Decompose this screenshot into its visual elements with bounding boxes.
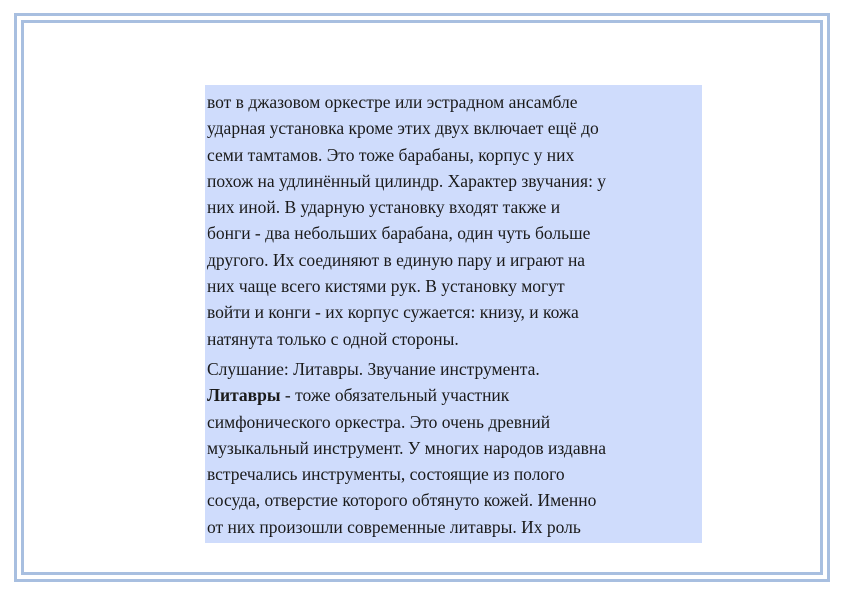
text-line: вот в джазовом оркестре или эстрадном ансамбле xyxy=(207,92,578,112)
text-line: ударная установка кроме этих двух включает ещё до xyxy=(207,118,599,139)
listening-heading-line: Слушание: Литавры. Звучание инструмента. xyxy=(207,358,540,379)
text-line: войти и конги - их корпус сужается: книзу, и кожа xyxy=(207,302,579,323)
text-line: похож на удлинённый цилиндр. Характер звучания: у xyxy=(207,170,607,191)
text-line: них чаще всего кистями рук. В установку могут xyxy=(207,276,565,297)
term-rest: - тоже обязательный участник xyxy=(280,385,510,406)
text-line: них иной. В ударную установку входят также и xyxy=(207,197,561,218)
text-block xyxy=(205,85,702,543)
text-line: сосуда, отверстие которого обтянуто кожей. Именно xyxy=(207,490,597,511)
text-line: бонги - два небольших барабана, один чуть больше xyxy=(207,223,591,244)
paragraph-timpani xyxy=(207,356,702,540)
text-line: семи тамтамов. Это тоже барабаны, корпус у них xyxy=(207,144,575,165)
text-line: натянута только с одной стороны. xyxy=(207,328,459,349)
text-line: от них произошли современные литавры. Их роль xyxy=(207,516,581,537)
text-line: встречались инструменты, состоящие из полого xyxy=(207,464,565,485)
text-line: симфонического оркестра. Это очень древний xyxy=(207,411,551,432)
paragraph-drum-kit xyxy=(207,89,702,352)
term-line xyxy=(207,382,702,408)
text-line: другого. Их соединяют в единую пару и играют на xyxy=(207,249,586,270)
bold-term: Литавры xyxy=(207,385,281,406)
text-line: музыкальный инструмент. У многих народов издавна xyxy=(207,437,606,458)
